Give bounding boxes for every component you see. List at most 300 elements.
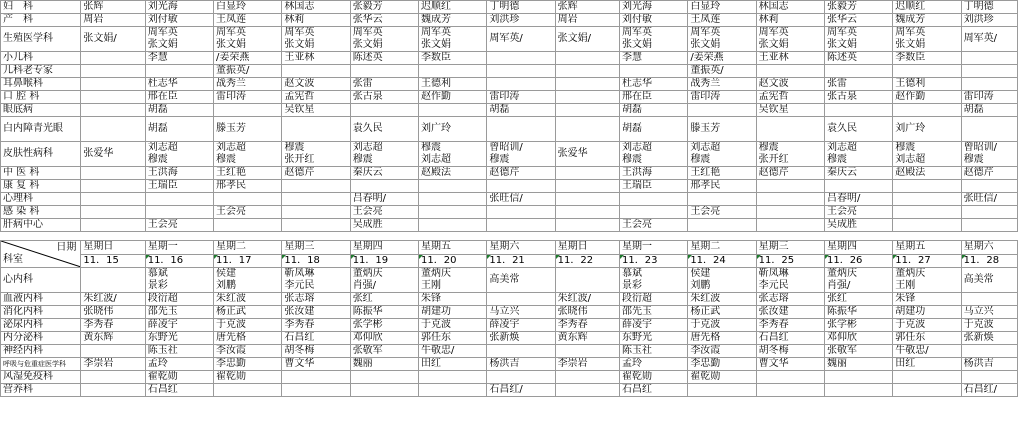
doctor-name: 吴钦星	[284, 104, 315, 115]
doctor-name: 王凤莲	[690, 14, 721, 25]
schedule-cell	[555, 14, 619, 27]
department-row	[1, 319, 1018, 332]
doctor-name: 翟乾勋	[690, 371, 721, 382]
schedule-cell	[555, 358, 619, 371]
schedule-cell	[756, 1, 824, 14]
doctor-name: 朱红波/	[83, 293, 117, 304]
doctor-name: 胡磊	[963, 104, 984, 115]
department-name: 心理科	[1, 193, 81, 206]
date-header: 11．28	[961, 254, 1017, 268]
schedule-cell	[350, 180, 418, 193]
department-row	[1, 306, 1018, 319]
schedule-cell	[756, 142, 824, 167]
schedule-cell	[145, 27, 213, 52]
schedule-cell	[282, 384, 350, 397]
schedule-cell	[487, 180, 555, 193]
department-name: 白内障青光眼	[1, 117, 81, 142]
doctor-name: 周军英/	[963, 33, 997, 44]
schedule-cell	[555, 142, 619, 167]
weekday-header: 星期日	[555, 241, 619, 255]
doctor-name: 魏成芳	[895, 14, 926, 25]
schedule-cell	[282, 345, 350, 358]
schedule-cell	[555, 167, 619, 180]
doctor-name: 王凤莲	[216, 14, 247, 25]
department-name: 耳鼻喉科	[1, 78, 81, 91]
schedule-cell	[419, 1, 487, 14]
doctor-name: 雷印涛	[963, 91, 994, 102]
schedule-cell	[893, 193, 961, 206]
department-name: 呼吸与危重症医学科	[1, 358, 81, 371]
schedule-cell	[214, 142, 282, 167]
department-name: 风湿免疫科	[1, 371, 81, 384]
schedule-cell	[487, 142, 555, 167]
doctor-name: 慕斌	[147, 268, 168, 279]
schedule-cell	[145, 117, 213, 142]
doctor-name: 穆震	[963, 154, 984, 165]
schedule-cell	[81, 332, 145, 345]
schedule-cell	[145, 104, 213, 117]
schedule-cell	[81, 167, 145, 180]
schedule-cell	[688, 293, 756, 306]
schedule-cell	[756, 91, 824, 104]
schedule-cell	[81, 268, 145, 293]
schedule-cell	[81, 91, 145, 104]
doctor-name: 王会亮	[147, 219, 178, 230]
department-row	[1, 345, 1018, 358]
date-header: 11．15	[81, 254, 145, 268]
doctor-name: 孟玲	[621, 358, 642, 369]
schedule-cell	[282, 180, 350, 193]
schedule-cell	[893, 117, 961, 142]
schedule-cell	[824, 384, 892, 397]
date-header: 11．19	[350, 254, 418, 268]
schedule-cell	[145, 1, 213, 14]
schedule-cell	[350, 52, 418, 65]
doctor-name: 穆震	[758, 142, 779, 153]
doctor-name: 刘光海	[147, 1, 178, 12]
schedule-cell	[688, 268, 756, 293]
doctor-name: 李数臣	[895, 52, 926, 63]
doctor-name: 张雷	[826, 78, 847, 89]
doctor-name: 张汝建	[284, 306, 315, 317]
doctor-name: 陈玉社	[147, 345, 178, 356]
department-row	[1, 142, 1018, 167]
department-name: 产 科	[1, 14, 81, 27]
schedule-cell	[756, 371, 824, 384]
schedule-cell	[619, 345, 687, 358]
schedule-cell	[619, 384, 687, 397]
doctor-name: 李崇岩	[557, 358, 588, 369]
schedule-cell	[688, 193, 756, 206]
doctor-name: 石昌红/	[963, 384, 997, 395]
schedule-cell	[555, 52, 619, 65]
doctor-name: 胡建功	[421, 306, 452, 317]
schedule-cell	[688, 27, 756, 52]
schedule-cell	[688, 52, 756, 65]
doctor-name: 李秀春	[83, 319, 114, 330]
schedule-cell	[145, 167, 213, 180]
schedule-cell	[81, 14, 145, 27]
doctor-name: 李汝霞	[690, 345, 721, 356]
schedule-cell	[487, 219, 555, 232]
schedule-cell	[145, 332, 213, 345]
schedule-cell	[282, 332, 350, 345]
schedule-cell	[145, 384, 213, 397]
schedule-cell	[419, 117, 487, 142]
department-row	[1, 193, 1018, 206]
schedule-cell	[619, 193, 687, 206]
schedule-cell	[487, 52, 555, 65]
schedule-cell	[282, 14, 350, 27]
department-row	[1, 14, 1018, 27]
doctor-name: 刘志超	[826, 142, 857, 153]
doctor-name: 胡磊	[147, 123, 168, 134]
schedule-cell	[555, 371, 619, 384]
schedule-cell	[214, 180, 282, 193]
doctor-name: 唐先格	[216, 332, 247, 343]
doctor-name: 滕玉芳	[216, 123, 247, 134]
doctor-name: 邓仰欣	[352, 332, 383, 343]
doctor-name: 张毅芳	[352, 1, 383, 12]
department-name: 神经内科	[1, 345, 81, 358]
doctor-name: 李秀春	[758, 319, 789, 330]
doctor-name: 穆震	[621, 154, 642, 165]
schedule-cell	[893, 65, 961, 78]
schedule-cell	[961, 167, 1017, 180]
doctor-name: 张红	[352, 293, 373, 304]
schedule-cell	[282, 117, 350, 142]
schedule-cell	[282, 142, 350, 167]
doctor-name: 穆震	[284, 142, 305, 153]
doctor-name: 郭任东	[895, 332, 926, 343]
doctor-name: 肖强/	[352, 280, 377, 291]
doctor-name: 张文娟	[147, 39, 178, 50]
schedule-cell	[81, 358, 145, 371]
date-header: 11．25	[756, 254, 824, 268]
schedule-cell	[81, 306, 145, 319]
doctor-name: 张文娟	[216, 39, 247, 50]
doctor-name: 邵先玉	[621, 306, 652, 317]
schedule-cell	[961, 293, 1017, 306]
date-header: 11．26	[824, 254, 892, 268]
department-row	[1, 332, 1018, 345]
schedule-cell	[419, 219, 487, 232]
doctor-name: 刘志超	[216, 142, 247, 153]
doctor-name: 薛凌宇	[489, 319, 520, 330]
doctor-name: 丁明德	[489, 1, 520, 12]
schedule-cell	[893, 384, 961, 397]
schedule-cell	[81, 52, 145, 65]
schedule-cell	[282, 268, 350, 293]
doctor-name: 马立兴	[963, 306, 994, 317]
doctor-name: 王亚林	[284, 52, 315, 63]
schedule-cell	[619, 371, 687, 384]
schedule-cell	[282, 167, 350, 180]
dept-label: 科室	[3, 254, 23, 265]
doctor-name: 杜志华	[147, 78, 178, 89]
schedule-cell	[756, 306, 824, 319]
department-row	[1, 384, 1018, 397]
doctor-name: 丁明德	[963, 1, 994, 12]
schedule-cell	[688, 180, 756, 193]
doctor-name: 吴成胜	[826, 219, 857, 230]
schedule-cell	[214, 65, 282, 78]
schedule-cell	[350, 219, 418, 232]
schedule-cell	[350, 193, 418, 206]
department-name: 内分泌科	[1, 332, 81, 345]
schedule-cell	[961, 14, 1017, 27]
doctor-name: 张古泉	[826, 91, 857, 102]
schedule-cell	[282, 91, 350, 104]
doctor-name: 张毅芳	[826, 1, 857, 12]
schedule-cell	[893, 52, 961, 65]
schedule-cell	[688, 319, 756, 332]
weekday-header: 星期一	[619, 241, 687, 255]
schedule-cell	[961, 219, 1017, 232]
doctor-name: 袁久民	[352, 123, 383, 134]
schedule-cell	[81, 319, 145, 332]
schedule-cell	[756, 332, 824, 345]
department-row	[1, 206, 1018, 219]
doctor-name: 穆震	[421, 142, 442, 153]
schedule-cell	[487, 306, 555, 319]
doctor-name: 牛敬忠/	[895, 345, 929, 356]
schedule-cell	[145, 206, 213, 219]
doctor-name: 刘志超	[895, 154, 926, 165]
schedule-cell	[350, 371, 418, 384]
schedule-cell	[893, 219, 961, 232]
date-header: 11．23	[619, 254, 687, 268]
doctor-name: 李秀春	[557, 319, 588, 330]
schedule-cell	[555, 27, 619, 52]
schedule-cell	[961, 142, 1017, 167]
schedule-cell	[419, 293, 487, 306]
schedule-cell	[350, 358, 418, 371]
department-row	[1, 293, 1018, 306]
doctor-name: 石昌红	[284, 332, 315, 343]
schedule-cell	[350, 142, 418, 167]
schedule-cell	[419, 180, 487, 193]
department-name: 康 复 科	[1, 180, 81, 193]
doctor-name: 黄东辉	[557, 332, 588, 343]
schedule-cell	[688, 104, 756, 117]
schedule-cell	[893, 142, 961, 167]
schedule-cell	[893, 371, 961, 384]
schedule-cell	[282, 206, 350, 219]
schedule-cell	[756, 268, 824, 293]
department-name: 心内科	[1, 268, 81, 293]
schedule-cell	[419, 306, 487, 319]
doctor-name: 刘付敏	[147, 14, 178, 25]
schedule-cell	[214, 268, 282, 293]
schedule-cell	[688, 117, 756, 142]
doctor-name: 张敬军	[826, 345, 857, 356]
schedule-cell	[824, 142, 892, 167]
date-header: 11．18	[282, 254, 350, 268]
doctor-name: 王会亮	[621, 219, 652, 230]
schedule-cell	[555, 91, 619, 104]
schedule-cell	[214, 358, 282, 371]
doctor-name: 于克波	[690, 319, 721, 330]
doctor-name: 石昌红	[621, 384, 652, 395]
schedule-cell	[756, 78, 824, 91]
doctor-name: 张文娟	[284, 39, 315, 50]
schedule-cell	[145, 14, 213, 27]
schedule-cell	[350, 117, 418, 142]
doctor-name: 胡磊	[621, 123, 642, 134]
schedule-cell	[619, 104, 687, 117]
schedule-cell	[350, 167, 418, 180]
doctor-name: 薛凌宇	[147, 319, 178, 330]
schedule-cell	[893, 27, 961, 52]
doctor-name: 陈玉社	[621, 345, 652, 356]
schedule-cell	[824, 371, 892, 384]
schedule-cell	[756, 206, 824, 219]
doctor-name: 邢孝民	[690, 180, 721, 191]
department-name: 小儿科	[1, 52, 81, 65]
schedule-cell	[282, 219, 350, 232]
date-header: 11．20	[419, 254, 487, 268]
schedule-cell	[893, 358, 961, 371]
schedule-cell	[893, 14, 961, 27]
doctor-name: 翟乾勋	[216, 371, 247, 382]
schedule-cell	[419, 371, 487, 384]
doctor-name: 董炳庆	[826, 268, 857, 279]
doctor-name: 张文娟	[826, 39, 857, 50]
schedule-cell	[688, 345, 756, 358]
doctor-name: 张新焕	[963, 332, 994, 343]
doctor-name: 曾昭训/	[489, 142, 523, 153]
department-name: 皮肤性病科	[1, 142, 81, 167]
doctor-name: 肖强/	[826, 280, 851, 291]
doctor-name: 李崇岩	[83, 358, 114, 369]
schedule-cell	[350, 268, 418, 293]
doctor-name: 张志瑢	[284, 293, 315, 304]
weekday-header: 星期三	[756, 241, 824, 255]
schedule-cell	[282, 52, 350, 65]
doctor-name: 张文娟	[352, 39, 383, 50]
doctor-name: 王刚	[421, 280, 442, 291]
schedule-cell	[145, 345, 213, 358]
schedule-cell	[81, 104, 145, 117]
doctor-name: 段衍超	[147, 293, 178, 304]
schedule-cell	[756, 14, 824, 27]
doctor-name: 张华云	[826, 14, 857, 25]
schedule-cell	[619, 293, 687, 306]
schedule-cell	[824, 345, 892, 358]
schedule-cell	[688, 219, 756, 232]
schedule-cell	[824, 104, 892, 117]
schedule-cell	[214, 319, 282, 332]
schedule-cell	[419, 384, 487, 397]
doctor-name: 周军英	[216, 27, 247, 38]
doctor-name: 王会亮	[690, 206, 721, 217]
doctor-name: 张敬军	[352, 345, 383, 356]
department-name: 儿科老专家	[1, 65, 81, 78]
schedule-cell	[756, 167, 824, 180]
doctor-name: 魏丽	[826, 358, 847, 369]
schedule-cell	[893, 167, 961, 180]
schedule-cell	[145, 358, 213, 371]
schedule-cell	[688, 206, 756, 219]
corner-header-cell	[1, 241, 81, 268]
schedule-cell	[961, 27, 1017, 52]
schedule-cell	[81, 384, 145, 397]
doctor-name: 于克波	[421, 319, 452, 330]
schedule-cell	[487, 167, 555, 180]
schedule-cell	[756, 293, 824, 306]
schedule-cell	[214, 306, 282, 319]
schedule-cell	[961, 117, 1017, 142]
doctor-name: 周军英/	[489, 33, 523, 44]
doctor-name: 赵德芹	[963, 167, 994, 178]
doctor-name: 郭任东	[421, 332, 452, 343]
doctor-name: 赵德芹	[284, 167, 315, 178]
schedule-cell	[555, 384, 619, 397]
schedule-cell	[81, 206, 145, 219]
department-row	[1, 219, 1018, 232]
doctor-name: 吴钦星	[758, 104, 789, 115]
department-row	[1, 27, 1018, 52]
schedule-cell	[350, 319, 418, 332]
schedule-cell	[282, 1, 350, 14]
doctor-name: 胡磊	[621, 104, 642, 115]
schedule-cell	[350, 206, 418, 219]
doctor-name: 王亚林	[758, 52, 789, 63]
date-header: 11．22	[555, 254, 619, 268]
doctor-name: 王洪海	[621, 167, 652, 178]
doctor-name: 王红艳	[690, 167, 721, 178]
doctor-name: 刘洪珍	[489, 14, 520, 25]
schedule-cell	[419, 206, 487, 219]
doctor-name: 王德利	[421, 78, 452, 89]
schedule-cell	[961, 332, 1017, 345]
doctor-name: 袁久民	[826, 123, 857, 134]
doctor-name: 赵殿法	[421, 167, 452, 178]
doctor-name: 张旺信/	[489, 193, 523, 204]
doctor-name: 秦庆云	[826, 167, 857, 178]
doctor-name: 张学彬	[352, 319, 383, 330]
doctor-name: 王瑞臣	[621, 180, 652, 191]
doctor-name: 胡磊	[147, 104, 168, 115]
doctor-name: 李汝霞	[216, 345, 247, 356]
schedule-cell	[145, 180, 213, 193]
doctor-name: 林国志	[758, 1, 789, 12]
schedule-cell	[487, 371, 555, 384]
doctor-name: 白显玲	[690, 1, 721, 12]
schedule-cell	[893, 293, 961, 306]
doctor-name: 刘广玲	[895, 123, 926, 134]
doctor-name: 刘志超	[690, 142, 721, 153]
schedule-cell	[419, 52, 487, 65]
schedule-cell	[824, 268, 892, 293]
doctor-name: 周军英	[284, 27, 315, 38]
weekday-header: 星期四	[824, 241, 892, 255]
doctor-name: 战秀兰	[690, 78, 721, 89]
doctor-name: 东野光	[147, 332, 178, 343]
schedule-cell	[81, 219, 145, 232]
schedule-cell	[487, 104, 555, 117]
doctor-name: 胡冬梅	[284, 345, 315, 356]
doctor-name: 刘鹏	[216, 280, 237, 291]
date-header: 11．17	[214, 254, 282, 268]
schedule-cell	[350, 293, 418, 306]
schedule-cell	[824, 91, 892, 104]
schedule-cell	[487, 319, 555, 332]
schedule-cell	[688, 167, 756, 180]
doctor-name: 张文娟/	[83, 33, 117, 44]
schedule-cell	[419, 142, 487, 167]
